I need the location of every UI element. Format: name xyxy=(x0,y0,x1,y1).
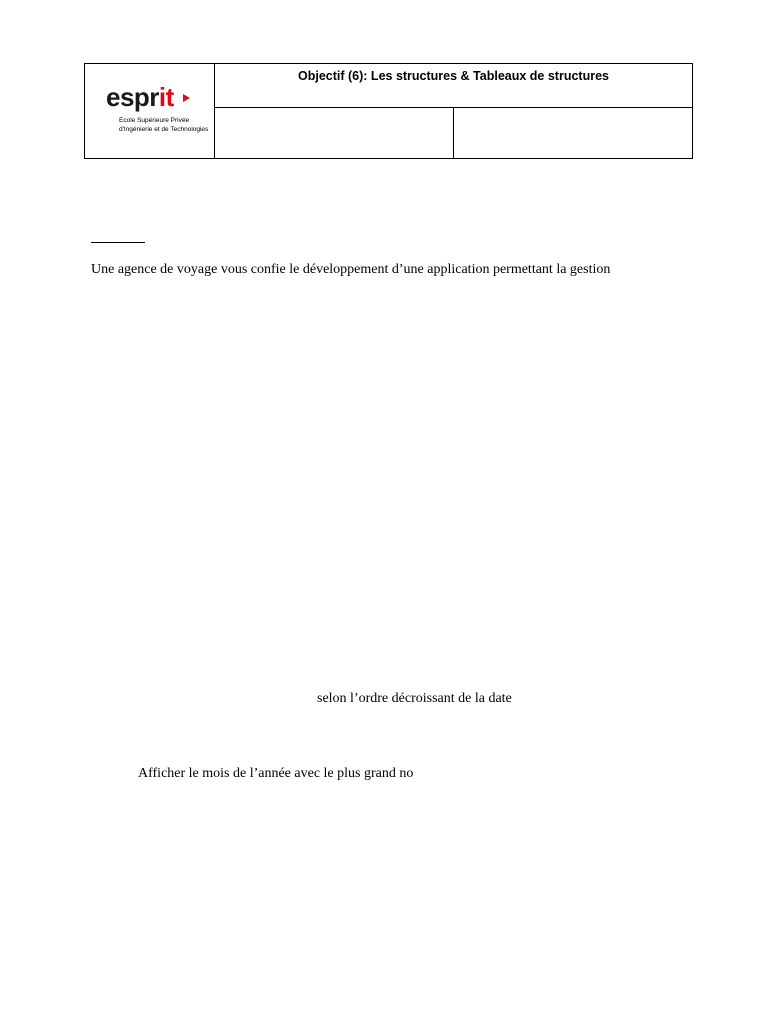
header-empty-cell-right xyxy=(454,108,692,158)
logo-brand-accent: it xyxy=(158,82,174,112)
intro-paragraph: Une agence de voyage vous confie le développement d’une application permettant la gestion xyxy=(91,262,611,277)
document-title: Objectif (6): Les structures & Tableaux de structures xyxy=(215,64,692,108)
esprit-logo xyxy=(106,84,174,110)
header-table xyxy=(84,63,693,159)
logo-cell xyxy=(85,64,215,158)
display-instruction: Afficher le mois de l’année avec le plus grand no xyxy=(138,766,414,781)
logo-brand-main: espr xyxy=(106,82,159,112)
logo-tagline: Ecole Supérieure Privée d'Ingénierie et de Technologies xyxy=(119,117,209,133)
sort-instruction: selon l’ordre décroissant de la date xyxy=(317,691,512,706)
logo-arrow-icon xyxy=(183,94,190,102)
heading-underline xyxy=(91,242,145,243)
header-empty-cell-left xyxy=(215,108,454,158)
